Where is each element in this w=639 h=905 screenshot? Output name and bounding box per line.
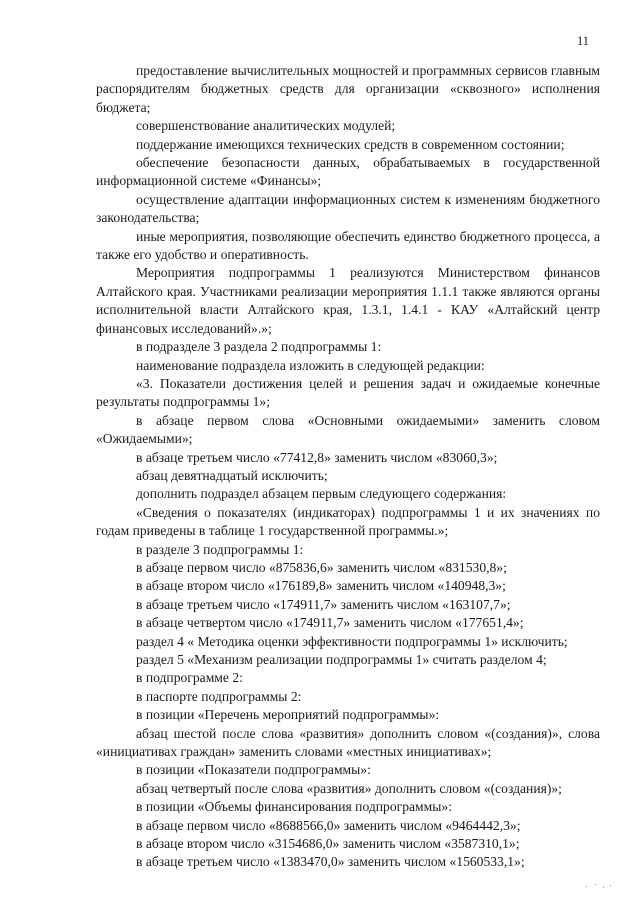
paragraph: в паспорте подпрограммы 2: — [136, 688, 302, 704]
paragraph: дополнить подраздел абзацем первым следующего содержания: — [136, 486, 507, 502]
page-number: 11 — [577, 34, 590, 48]
scan-speck — [603, 887, 604, 888]
paragraph: в подразделе 3 раздела 2 подпрограммы 1: — [136, 339, 382, 355]
paragraph: абзац четвертый после слова «развития» дополнить словом «(создания)»; — [136, 780, 562, 796]
paragraph: раздел 4 « Методика оценки эффективности подпрограммы 1» исключить; — [136, 633, 568, 649]
paragraph: поддержание имеющихся технических средств в современном состоянии; — [136, 136, 565, 152]
paragraph: в абзаце третьем число «77412,8» заменить числом «83060,3»; — [136, 449, 498, 465]
scan-speck — [595, 884, 596, 885]
paragraph: «3. Показатели достижения целей и решения задач и ожидаемые конечные результаты подпрограммы 1»; — [96, 375, 600, 410]
paragraph: в позиции «Показатели подпрограммы»: — [136, 762, 371, 778]
paragraph: Мероприятия подпрограммы 1 реализуются Министерством финансов Алтайского края. Участниками реализации мероприятия 1.1.1 также являются органы исполнительной власти Алтайского края, 1.3.1, 1.4.1 - КАУ «Алтайский центр финансовых исследований».»; — [96, 265, 600, 336]
paragraph: наименование подраздела изложить в следующей редакции: — [136, 357, 485, 373]
paragraph: раздел 5 «Механизм реализации подпрограммы 1» считать разделом 4; — [136, 652, 547, 667]
paragraph: в абзаце первом число «875836,6» заменить числом «831530,8»; — [136, 559, 507, 575]
paragraph: обеспечение безопасности данных, обрабатываемых в государственной информационной системе «Финансы»; — [96, 155, 600, 189]
paragraph: в абзаце третьем число «174911,7» заменить числом «163107,7»; — [136, 596, 511, 612]
paragraph: абзац девятнадцатый исключить; — [136, 467, 328, 483]
paragraph: иные мероприятия, позволяющие обеспечить единство бюджетного процесса, а также его удобство и оперативность. — [96, 228, 600, 263]
paragraph: абзац шестой после слова «развития» дополнить словом «(создания)», слова «инициативах граждан» заменить словами «местных инициативах»; — [96, 725, 600, 760]
paragraph: в абзаце четвертом число «174911,7» заменить числом «177651,4»; — [136, 615, 524, 631]
paragraph: в абзаце втором число «176189,8» заменить числом «140948,3»; — [136, 578, 506, 594]
paragraph: в абзаце первом число «8688566,0» заменить числом «9464442,3»; — [136, 817, 521, 833]
paragraph: в абзаце втором число «3154686,0» заменить числом «3587310,1»; — [136, 836, 520, 852]
paragraph: в абзаце третьем число «1383470,0» заменить числом «1560533,1»; — [136, 854, 525, 870]
paragraph: совершенствование аналитических модулей; — [136, 118, 396, 134]
paragraph: в позиции «Перечень мероприятий подпрограммы»: — [136, 707, 440, 723]
paragraph: в подпрограмме 2: — [136, 670, 243, 686]
document-body — [96, 62, 600, 872]
paragraph: «Сведения о показателях (индикаторах) подпрограммы 1 и их значениях по годам приведены в таблице 1 государственной программы.»; — [96, 504, 600, 539]
paragraph: предоставление вычислительных мощностей и программных сервисов главным распорядителям бюджетных средств для организации «сквозного» исполнения бюджета; — [96, 63, 600, 115]
paragraph: в разделе 3 подпрограммы 1: — [136, 541, 304, 557]
scan-speck — [610, 885, 611, 886]
paragraph: в позиции «Объемы финансирования подпрограммы»: — [136, 799, 452, 815]
scan-speck — [586, 886, 587, 887]
paragraph: осуществление адаптации информационных систем к изменениям бюджетного законодательства; — [96, 191, 600, 226]
paragraph: в абзаце первом слова «Основными ожидаемыми» заменить словом «Ожидаемыми»; — [96, 412, 600, 447]
